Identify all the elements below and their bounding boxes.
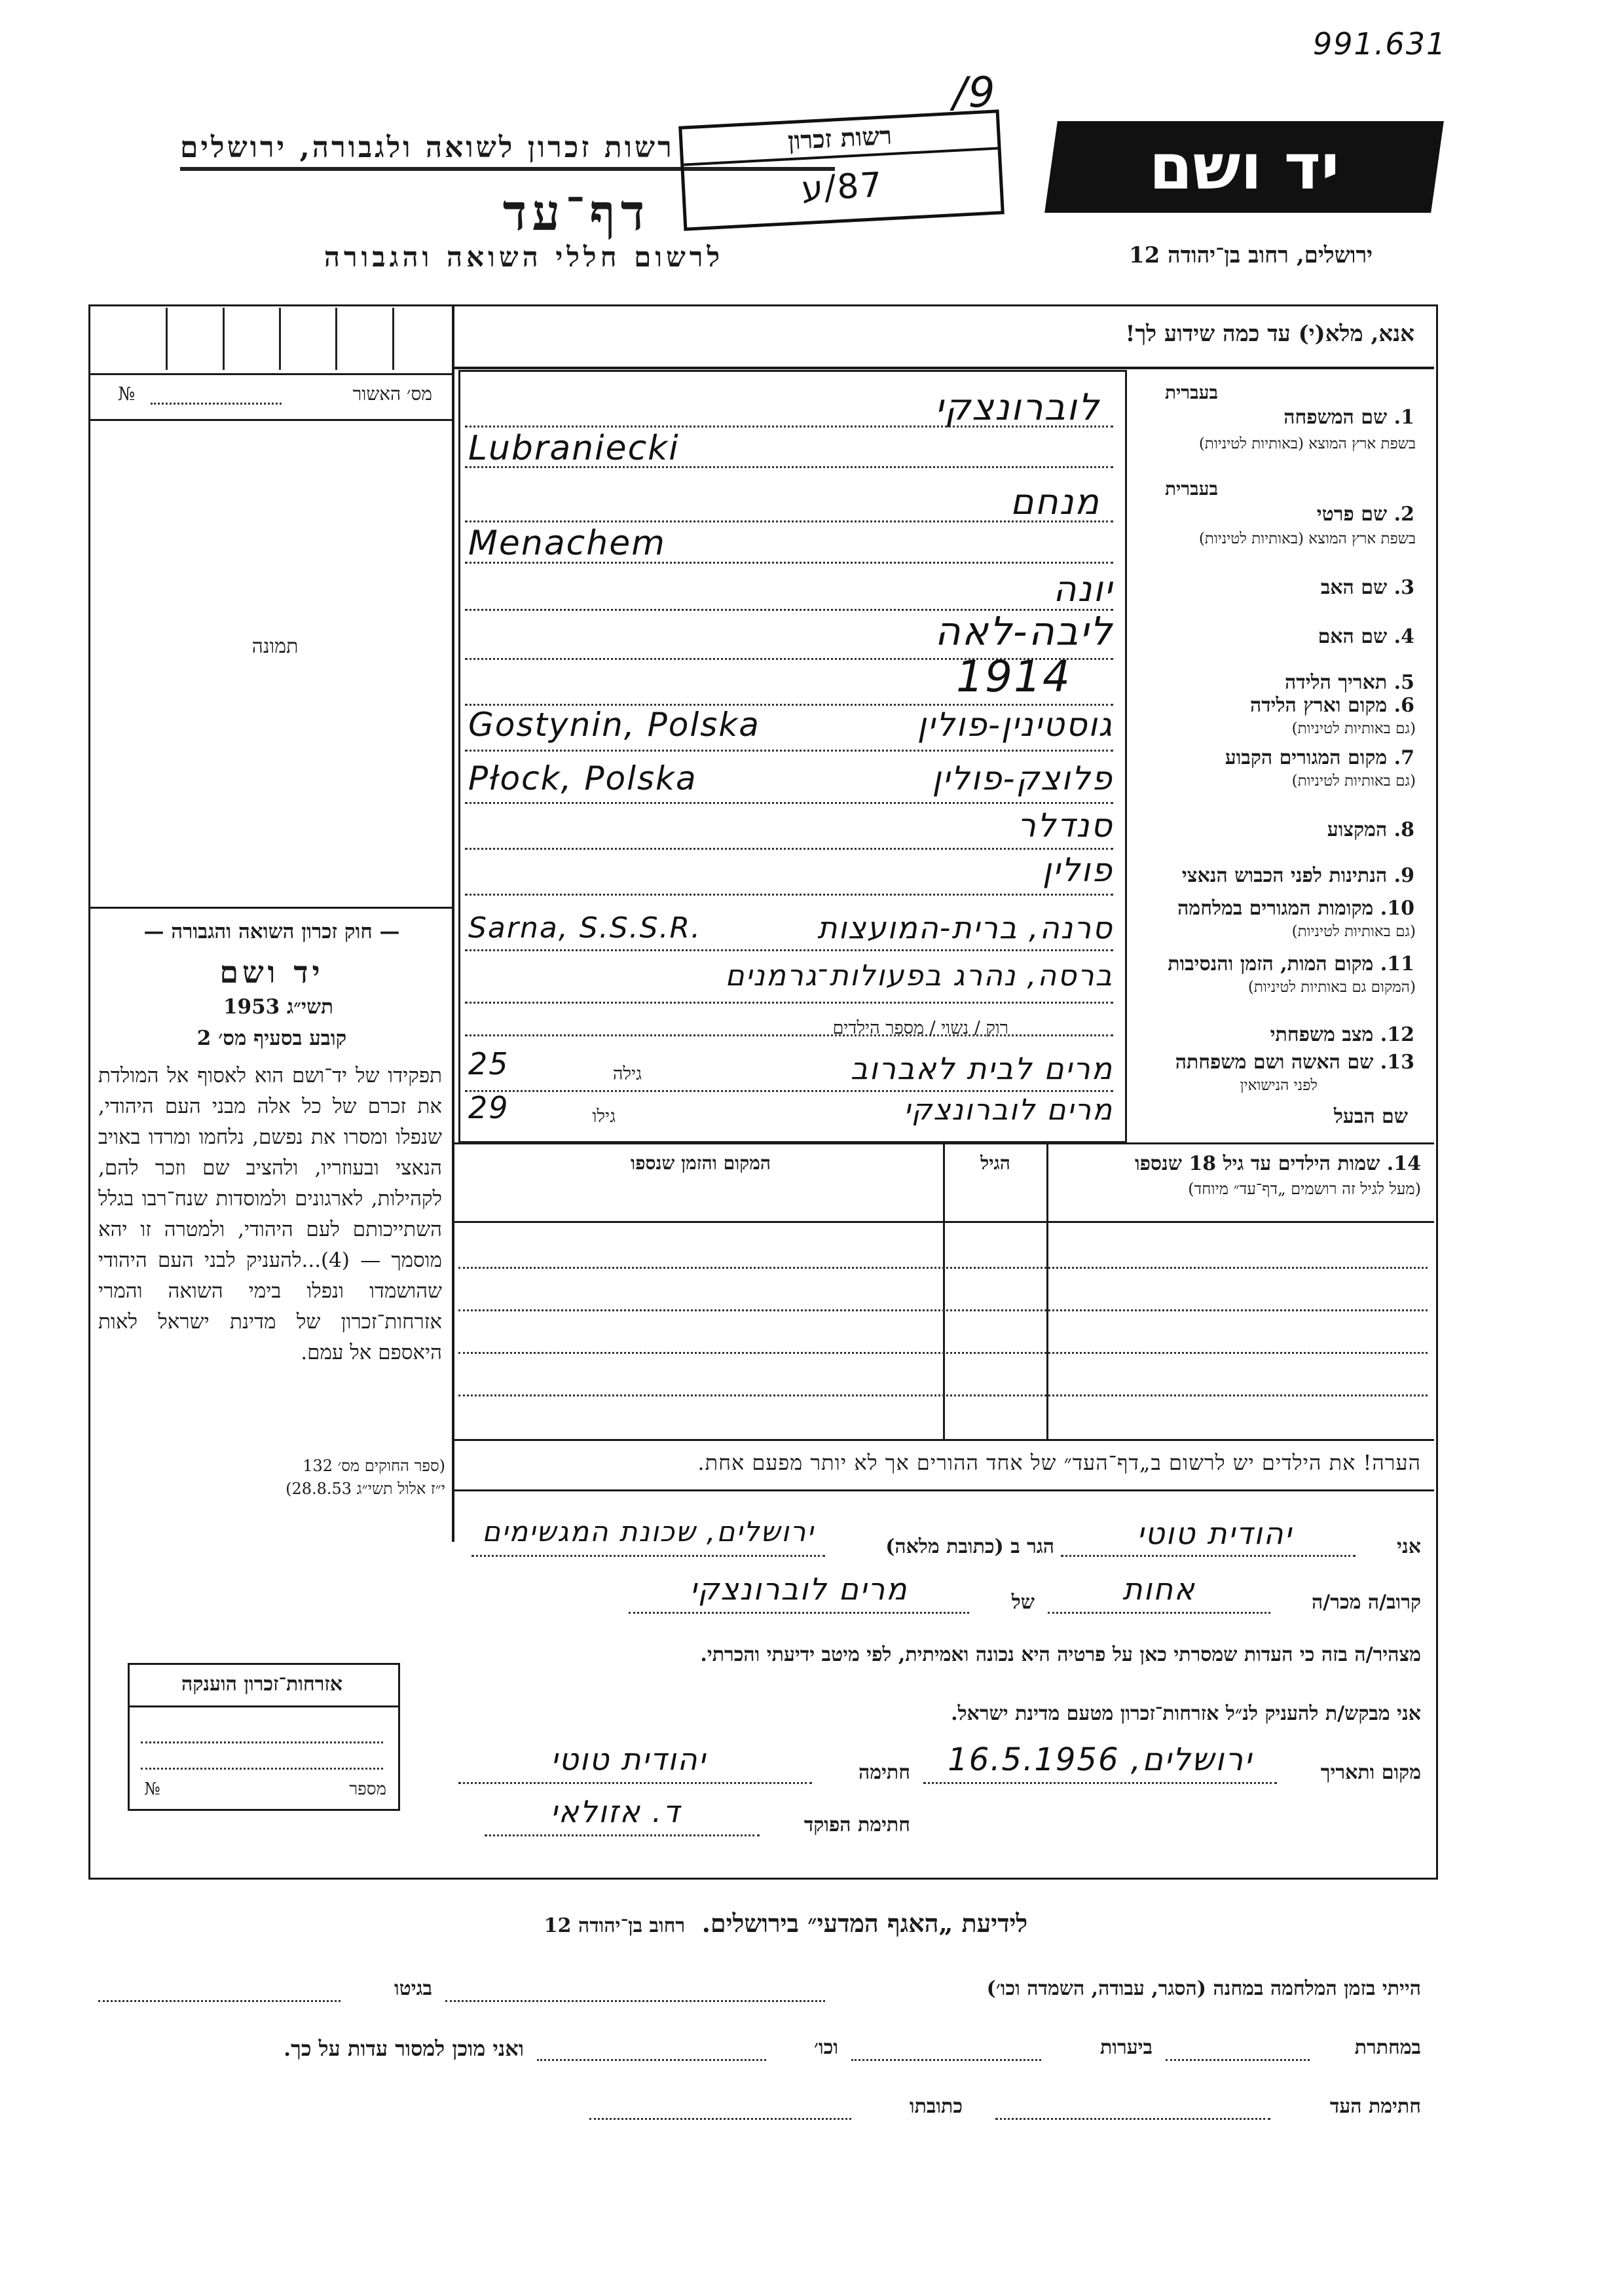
row7-num: 7. xyxy=(1393,746,1414,769)
witness-resides-label: הגר ב (כתובת מלאה) xyxy=(885,1535,1054,1558)
info-forests-field xyxy=(851,2059,1041,2061)
place-date-label: מקום ותאריך xyxy=(1320,1761,1421,1784)
law-year-gregorian: 1953 xyxy=(223,995,280,1019)
sign-line xyxy=(458,1782,812,1784)
row10-line xyxy=(465,949,1113,951)
witness-relation[interactable]: אחות xyxy=(1122,1571,1196,1607)
row14-num: 14. xyxy=(1386,1152,1421,1175)
info-address: רחוב בן־יהודה 12 xyxy=(544,1914,686,1937)
row3-value[interactable]: יונה xyxy=(1053,568,1113,610)
row1-line-he xyxy=(465,426,1113,428)
row5-value[interactable]: 1914 xyxy=(956,651,1071,702)
sign-label: חתימה xyxy=(858,1761,910,1784)
witness-signature[interactable]: יהודית טוטי xyxy=(551,1741,707,1777)
approval-no: № xyxy=(118,383,136,405)
husband-age[interactable]: 29 xyxy=(468,1090,509,1125)
children-col-place: המקום והזמן שנספו xyxy=(631,1152,771,1174)
witness-name-line xyxy=(1061,1555,1356,1557)
stamp-top: רשות זכרון xyxy=(682,113,997,166)
row2-text: שם פרטי xyxy=(1316,503,1388,526)
row10-num: 10. xyxy=(1380,897,1414,920)
official-line xyxy=(485,1834,760,1836)
row1-line-la xyxy=(465,466,1113,468)
info-camp-field xyxy=(445,2000,825,2002)
law-text: תפקידו של יד־ושם הוא לאסוף אל המולדת את זכרם של כל אלה מבני העם היהודי, שנפלו ומסרו את נפשם, נלחמו ומרדו באויב הנאצי ובעוזריו, ולהציב שם וזכר להם, לקהילות, לארגונים ולמוסדות שנח־רבו בגלל השתייכותם לעם היהודי, ולמטרה זו יהא מוסמך — (4)...להעניק לבני העם היהודי שהושמדו ונפלו בימי השואה והמרי אזרחות־זכרון של מדינת ישראל לאות היאספם אל עמם. xyxy=(98,1064,442,1364)
form-subtitle: לרשום חללי השואה והגבורה xyxy=(323,241,724,273)
form-title: דף־עד xyxy=(502,183,650,242)
row12-text: מצב משפחתי xyxy=(1270,1023,1374,1046)
row10-label xyxy=(1133,897,1414,920)
husband-age-label: גילו xyxy=(592,1106,616,1127)
witness-name[interactable]: יהודית טוטי xyxy=(1137,1516,1293,1551)
row2-value-la[interactable]: Menachem xyxy=(468,524,666,563)
official-label: חתימת הפוקד xyxy=(803,1813,910,1836)
children-col-age: הגיל xyxy=(980,1152,1010,1174)
row13-value[interactable]: מרים לבית לאברוב xyxy=(850,1051,1113,1086)
info-witness-sig: חתימת העד xyxy=(1329,2095,1421,2118)
husband-label: שם הבעל xyxy=(1333,1105,1408,1128)
row7-sub: (גם באותיות לטיניות) xyxy=(1291,773,1416,790)
witness-i-label: אני xyxy=(1397,1535,1421,1558)
info-ghetto: בגיטו xyxy=(394,1977,432,2000)
witness-of-name[interactable]: מרים לוברונצקי xyxy=(690,1571,908,1607)
memorial-line xyxy=(128,1705,398,1707)
row1-value-la[interactable]: Lubraniecki xyxy=(468,429,680,468)
witness-relative-label: קרוב/ה מכר/ה xyxy=(1312,1591,1421,1614)
row13-label xyxy=(1133,1051,1414,1074)
row8-text: המקצוע xyxy=(1327,818,1388,841)
note-bottom xyxy=(452,1489,1434,1491)
labels-divider xyxy=(1125,370,1127,1139)
children-row-4 xyxy=(458,1394,1428,1396)
children-header-line xyxy=(452,1221,1434,1223)
row6-text: מקום וארץ הלידה xyxy=(1249,694,1388,717)
row13-num: 13. xyxy=(1380,1051,1414,1074)
memorial-no: № xyxy=(144,1779,160,1799)
law-ref-2: י״ז אלול תשי״ג 28.8.53) xyxy=(286,1480,445,1498)
row12-label xyxy=(1133,1023,1414,1046)
row6-value-la[interactable]: Gostynin, Polska xyxy=(468,706,760,744)
row9-label xyxy=(1133,864,1414,887)
sidebar-divider xyxy=(452,304,454,1542)
row1-sub: בשפת ארץ המוצא (באותיות לטיניות) xyxy=(1198,435,1416,452)
row4-num: 4. xyxy=(1393,625,1414,648)
witness-address[interactable]: ירושלים, שכונת המגשימים xyxy=(482,1516,815,1548)
row2-sub: בשפת ארץ המוצא (באותיות לטיניות) xyxy=(1198,530,1416,547)
info-addr-label: כתובתו xyxy=(909,2095,963,2118)
row7-value-la[interactable]: Płock, Polska xyxy=(468,759,697,797)
row12-value[interactable]: רוק / נשוי / מספר הילדים xyxy=(832,1018,1008,1038)
row8-line xyxy=(465,848,1113,850)
place-date-line xyxy=(923,1782,1277,1784)
children-row-2 xyxy=(458,1309,1428,1311)
row13-age[interactable]: 25 xyxy=(468,1046,509,1082)
row7-text: מקום המגורים הקבוע xyxy=(1225,746,1388,769)
law-year xyxy=(98,995,445,1019)
witness-declare: מצהיר/ה בזה כי העדות שמסרתי כאן על פרטיה היא נכונה ואמיתית, לפי מיטב ידיעתי והכרתי. xyxy=(700,1643,1421,1666)
row2-label xyxy=(1133,503,1414,526)
row6-sub: (גם באותיות לטיניות) xyxy=(1291,720,1416,737)
row5-num: 5. xyxy=(1393,671,1414,694)
info-ghetto-field xyxy=(98,2000,341,2002)
row8-value[interactable]: סנדלר xyxy=(1017,807,1113,845)
row9-text: הנתינות לפני הכבוש הנאצי xyxy=(1181,864,1388,887)
info-etc-field xyxy=(537,2059,766,2061)
info-underground-field xyxy=(1166,2059,1310,2061)
row9-line xyxy=(465,894,1113,896)
info-line1: הייתי בזמן המלחמה במחנה (הסגר, עבודה, השמדה וכו׳) xyxy=(986,1977,1421,2000)
folio-mark: /9 xyxy=(953,69,997,117)
memorial-title: אזרחות־זכרון הוענקה xyxy=(181,1673,343,1696)
yad-vashem-logo xyxy=(1044,121,1444,213)
info-title xyxy=(393,1908,1179,1939)
row8-num: 8. xyxy=(1393,818,1414,841)
info-underground: במחתרת xyxy=(1354,2036,1421,2059)
row3-num: 3. xyxy=(1393,576,1414,599)
row1-num: 1. xyxy=(1393,406,1414,429)
row6-value-he[interactable]: גוסטינין-פולין xyxy=(917,706,1113,744)
row7-label xyxy=(1133,746,1414,769)
husband-value[interactable]: מרים לוברונצקי xyxy=(904,1093,1113,1127)
info-etc: וכו׳ xyxy=(814,2036,838,2059)
instruction: אנא, מלא(י) עד כמה שידוע לך! xyxy=(1125,321,1414,347)
row10-text: מקומות המגורים במלחמה xyxy=(1177,897,1374,920)
law-ref-1: (ספר החוקים מס׳ 132 xyxy=(303,1457,445,1475)
instruction-line xyxy=(452,367,1434,369)
row6-line xyxy=(465,750,1113,752)
header-address: ירושלים, רחוב בן־יהודה 12 xyxy=(1128,242,1373,268)
witness-of-line xyxy=(629,1612,969,1614)
logo-text: יד ושם xyxy=(1149,130,1340,204)
authority-name: רשות זכרון לשואה ולגבורה, ירושלים xyxy=(180,131,835,171)
stamp-code: 87/ע xyxy=(800,165,884,210)
row2-value-he[interactable]: מנחם xyxy=(1010,481,1100,522)
corner-number: 991.631 xyxy=(1313,26,1447,62)
row6-label xyxy=(1133,694,1414,717)
row7-value-he[interactable]: פלוצק-פולין xyxy=(932,759,1113,797)
row1-label xyxy=(1133,406,1414,429)
stub-line-2 xyxy=(88,419,452,421)
row1-value-he[interactable]: לוברונצקי xyxy=(934,386,1100,429)
info-forests: ביערות xyxy=(1099,2036,1153,2059)
info-ready: ואני מוכן למסור עדות על כך. xyxy=(283,2036,524,2061)
witness-of-label: של xyxy=(1011,1591,1035,1614)
row11-label xyxy=(1133,953,1414,975)
memorial-dots-2 xyxy=(141,1768,383,1770)
photo-label: תמונה xyxy=(251,635,299,658)
row11-text: מקום המות, הזמן והנסיבות xyxy=(1168,953,1374,975)
official-signature[interactable]: ד. אזולאי xyxy=(550,1794,681,1829)
children-bottom xyxy=(452,1439,1434,1441)
row12-num: 12. xyxy=(1380,1023,1414,1046)
info-addr-field xyxy=(589,2118,851,2120)
row14-text: שמות הילדים עד גיל 18 שנספו xyxy=(1134,1152,1380,1175)
row14-label xyxy=(1054,1152,1421,1175)
row3-text: שם האב xyxy=(1320,576,1388,599)
row2-num: 2. xyxy=(1393,503,1414,526)
row7-line xyxy=(465,802,1113,804)
row2-in-hebrew: בעברית xyxy=(1164,478,1218,500)
row10-sub: (גם באותיות לטיניות) xyxy=(1291,923,1416,940)
photo-bottom xyxy=(88,907,452,909)
law-name: יד ושם xyxy=(219,955,324,990)
approval-label: מס׳ האשור xyxy=(352,383,432,405)
row5-label xyxy=(1133,671,1414,694)
row14-sub: (מעל לגיל זה רושמים „דף־עד״ מיוחד) xyxy=(1188,1180,1421,1198)
row11-value[interactable]: ברסה, נהרג בפעולות־גרמנים xyxy=(725,959,1113,993)
witness-request: אני מבקש/ת להעניק לנ״ל אזרחות־זכרון מטעם מדינת ישראל. xyxy=(951,1702,1421,1725)
witness-relation-line xyxy=(1048,1612,1270,1614)
approval-field xyxy=(151,403,282,405)
row11-num: 11. xyxy=(1380,953,1414,975)
law-year-he: תשי״ג xyxy=(287,995,334,1019)
row10-value-la[interactable]: Sarna, S.S.S.R. xyxy=(468,911,702,945)
row3-label xyxy=(1133,576,1414,599)
row11-line xyxy=(465,1002,1113,1004)
memorial-no-label: מספר xyxy=(349,1779,386,1799)
children-row-1 xyxy=(458,1267,1428,1269)
stub-line xyxy=(88,373,452,375)
row9-value[interactable]: פולין xyxy=(1042,851,1113,889)
law-title: — חוק זכרון השואה והגבורה — xyxy=(143,920,400,943)
stub-cells xyxy=(111,308,449,370)
children-note: הערה! את הילדים יש לרשום ב„דף־העד״ של אחד ההורים אך לא יותר מפעם אחת. xyxy=(697,1450,1421,1475)
row2-line-he xyxy=(465,520,1113,522)
row9-num: 9. xyxy=(1393,864,1414,887)
row4-text: שם האם xyxy=(1318,625,1388,648)
registry-stamp xyxy=(678,109,1005,230)
row13-line xyxy=(465,1090,1113,1092)
law-section: קובע בסעיף מס׳ 2 xyxy=(196,1027,347,1050)
info-witness-sig-field xyxy=(995,2118,1270,2120)
row10-value-he[interactable]: סרנה, ברית-המועצות xyxy=(817,910,1113,945)
info-title-text: לידיעת „האגף המדעי״ בירושלים. xyxy=(701,1908,1028,1938)
row11-sub: (המקום גם באותיות לטיניות) xyxy=(1247,979,1416,996)
row6-num: 6. xyxy=(1393,694,1414,717)
row1-text: שם המשפחה xyxy=(1283,406,1388,429)
memorial-dots-1 xyxy=(141,1741,383,1743)
witness-address-line xyxy=(471,1555,825,1557)
row4-label xyxy=(1133,625,1414,648)
row13-age-label: גילה xyxy=(612,1064,642,1084)
row4-value[interactable]: ליבה-לאה xyxy=(934,609,1113,655)
row8-label xyxy=(1133,818,1414,841)
row13-sub: לפני הנישואין xyxy=(1240,1077,1318,1094)
place-date[interactable]: ירושלים, 16.5.1956 xyxy=(948,1741,1253,1778)
row13-text: שם האשה ושם משפחתה xyxy=(1175,1051,1374,1074)
row5-text: תאריך הלידה xyxy=(1285,671,1388,694)
row2-line-la xyxy=(465,562,1113,564)
children-row-3 xyxy=(458,1352,1428,1354)
row1-in-hebrew: בעברית xyxy=(1164,382,1218,403)
